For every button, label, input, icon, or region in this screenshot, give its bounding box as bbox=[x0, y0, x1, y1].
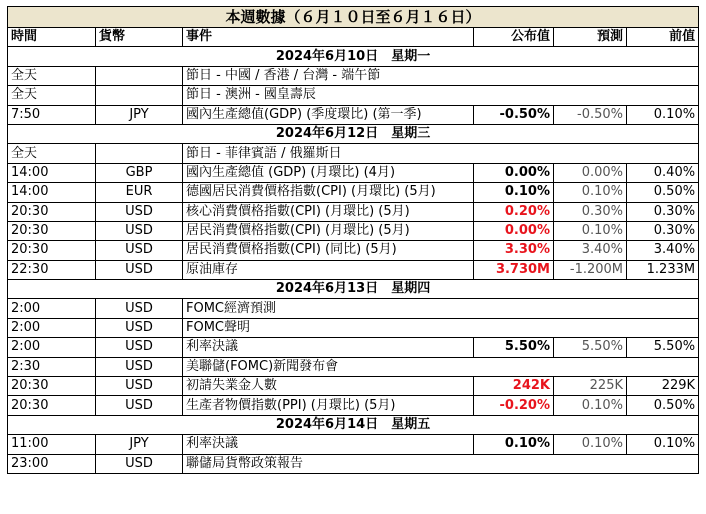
forecast-cell: 0.10% bbox=[554, 396, 627, 415]
currency-cell bbox=[96, 66, 183, 85]
previous-cell: 1.233M bbox=[627, 260, 699, 279]
table-row bbox=[8, 299, 699, 318]
time-cell: 14:00 bbox=[8, 163, 96, 182]
time-cell: 20:30 bbox=[8, 377, 96, 396]
header-forecast: 預測 bbox=[554, 28, 627, 47]
forecast-cell: 0.10% bbox=[554, 221, 627, 240]
actual-cell: -0.50% bbox=[474, 105, 554, 124]
time-cell: 22:30 bbox=[8, 260, 96, 279]
forecast-cell: 0.30% bbox=[554, 202, 627, 221]
actual-cell: 3.730M bbox=[474, 260, 554, 279]
header-currency: 貨幣 bbox=[96, 28, 183, 47]
currency-cell: USD bbox=[96, 454, 183, 473]
currency-cell: USD bbox=[96, 241, 183, 260]
time-cell: 2:00 bbox=[8, 338, 96, 357]
forecast-cell: -1.200M bbox=[554, 260, 627, 279]
event-cell: 美聯儲(FOMC)新聞發布會 bbox=[183, 357, 699, 376]
table-row bbox=[8, 435, 699, 454]
event-cell: 初請失業金人數 bbox=[183, 377, 474, 396]
actual-cell: 0.10% bbox=[474, 183, 554, 202]
previous-cell: 0.40% bbox=[627, 163, 699, 182]
date-heading: 2024年6月12日 星期三 bbox=[8, 124, 699, 143]
currency-cell: USD bbox=[96, 357, 183, 376]
event-cell: 聯儲局貨幣政策報告 bbox=[183, 454, 699, 473]
event-cell: 利率決議 bbox=[183, 435, 474, 454]
table-row bbox=[8, 318, 699, 337]
time-cell: 7:50 bbox=[8, 105, 96, 124]
currency-cell: JPY bbox=[96, 435, 183, 454]
time-cell: 2:00 bbox=[8, 299, 96, 318]
event-cell: 節日 - 菲律賓語 / 俄羅斯日 bbox=[183, 144, 699, 163]
forecast-cell: 225K bbox=[554, 377, 627, 396]
actual-cell: 3.30% bbox=[474, 241, 554, 260]
currency-cell bbox=[96, 144, 183, 163]
table-row bbox=[8, 202, 699, 221]
previous-cell: 229K bbox=[627, 377, 699, 396]
actual-cell: 0.20% bbox=[474, 202, 554, 221]
currency-cell: EUR bbox=[96, 183, 183, 202]
event-cell: 核心消費價格指數(CPI) (月環比) (5月) bbox=[183, 202, 474, 221]
time-cell: 全天 bbox=[8, 66, 96, 85]
economic-calendar bbox=[7, 6, 698, 474]
previous-cell: 0.50% bbox=[627, 396, 699, 415]
table-row bbox=[8, 163, 699, 182]
date-row bbox=[8, 280, 699, 299]
table-row bbox=[8, 183, 699, 202]
table-row bbox=[8, 260, 699, 279]
table-row bbox=[8, 221, 699, 240]
header-row bbox=[8, 28, 699, 47]
event-cell: 利率決議 bbox=[183, 338, 474, 357]
table-row bbox=[8, 357, 699, 376]
previous-cell: 3.40% bbox=[627, 241, 699, 260]
previous-cell: 0.50% bbox=[627, 183, 699, 202]
table-row bbox=[8, 338, 699, 357]
event-cell: FOMC經濟預測 bbox=[183, 299, 699, 318]
time-cell: 20:30 bbox=[8, 241, 96, 260]
time-cell: 11:00 bbox=[8, 435, 96, 454]
header-actual: 公布值 bbox=[474, 28, 554, 47]
actual-cell: 242K bbox=[474, 377, 554, 396]
date-row bbox=[8, 47, 699, 66]
event-cell: 生產者物價指數(PPI) (月環比) (5月) bbox=[183, 396, 474, 415]
table-row bbox=[8, 241, 699, 260]
table-row bbox=[8, 377, 699, 396]
date-heading: 2024年6月10日 星期一 bbox=[8, 47, 699, 66]
currency-cell: USD bbox=[96, 318, 183, 337]
date-row bbox=[8, 124, 699, 143]
time-cell: 20:30 bbox=[8, 202, 96, 221]
forecast-cell: 3.40% bbox=[554, 241, 627, 260]
event-cell: 節日 - 中國 / 香港 / 台灣 - 端午節 bbox=[183, 66, 699, 85]
table-row bbox=[8, 105, 699, 124]
time-cell: 20:30 bbox=[8, 396, 96, 415]
page-title: 本週數據（６月１０日至６月１６日） bbox=[8, 7, 699, 28]
table-row bbox=[8, 66, 699, 85]
event-cell: 德國居民消費價格指數(CPI) (月環比) (5月) bbox=[183, 183, 474, 202]
date-row bbox=[8, 415, 699, 434]
table-row bbox=[8, 144, 699, 163]
forecast-cell: 5.50% bbox=[554, 338, 627, 357]
time-cell: 2:30 bbox=[8, 357, 96, 376]
currency-cell: USD bbox=[96, 221, 183, 240]
previous-cell: 5.50% bbox=[627, 338, 699, 357]
currency-cell: JPY bbox=[96, 105, 183, 124]
table-row bbox=[8, 396, 699, 415]
previous-cell: 0.30% bbox=[627, 202, 699, 221]
table-row bbox=[8, 454, 699, 473]
event-cell: FOMC聲明 bbox=[183, 318, 699, 337]
time-cell: 全天 bbox=[8, 144, 96, 163]
actual-cell: 5.50% bbox=[474, 338, 554, 357]
currency-cell: USD bbox=[96, 260, 183, 279]
actual-cell: 0.00% bbox=[474, 221, 554, 240]
currency-cell: USD bbox=[96, 202, 183, 221]
time-cell: 20:30 bbox=[8, 221, 96, 240]
header-previous: 前值 bbox=[627, 28, 699, 47]
currency-cell: USD bbox=[96, 338, 183, 357]
event-cell: 國內生產總值 (GDP) (月環比) (4月) bbox=[183, 163, 474, 182]
title-row bbox=[8, 7, 699, 28]
currency-cell: USD bbox=[96, 299, 183, 318]
header-time: 時間 bbox=[8, 28, 96, 47]
event-cell: 國內生產總值(GDP) (季度環比) (第一季) bbox=[183, 105, 474, 124]
previous-cell: 0.10% bbox=[627, 105, 699, 124]
currency-cell bbox=[96, 86, 183, 105]
date-heading: 2024年6月13日 星期四 bbox=[8, 280, 699, 299]
forecast-cell: 0.00% bbox=[554, 163, 627, 182]
event-cell: 居民消費價格指數(CPI) (同比) (5月) bbox=[183, 241, 474, 260]
actual-cell: 0.10% bbox=[474, 435, 554, 454]
event-cell: 節日 - 澳洲 - 國皇壽辰 bbox=[183, 86, 699, 105]
time-cell: 23:00 bbox=[8, 454, 96, 473]
event-cell: 原油庫存 bbox=[183, 260, 474, 279]
forecast-cell: -0.50% bbox=[554, 105, 627, 124]
time-cell: 2:00 bbox=[8, 318, 96, 337]
actual-cell: 0.00% bbox=[474, 163, 554, 182]
header-event: 事件 bbox=[183, 28, 474, 47]
table-row bbox=[8, 86, 699, 105]
previous-cell: 0.30% bbox=[627, 221, 699, 240]
actual-cell: -0.20% bbox=[474, 396, 554, 415]
forecast-cell: 0.10% bbox=[554, 435, 627, 454]
event-cell: 居民消費價格指數(CPI) (月環比) (5月) bbox=[183, 221, 474, 240]
previous-cell: 0.10% bbox=[627, 435, 699, 454]
currency-cell: GBP bbox=[96, 163, 183, 182]
currency-cell: USD bbox=[96, 377, 183, 396]
forecast-cell: 0.10% bbox=[554, 183, 627, 202]
currency-cell: USD bbox=[96, 396, 183, 415]
time-cell: 14:00 bbox=[8, 183, 96, 202]
date-heading: 2024年6月14日 星期五 bbox=[8, 415, 699, 434]
calendar-table bbox=[7, 6, 699, 474]
time-cell: 全天 bbox=[8, 86, 96, 105]
